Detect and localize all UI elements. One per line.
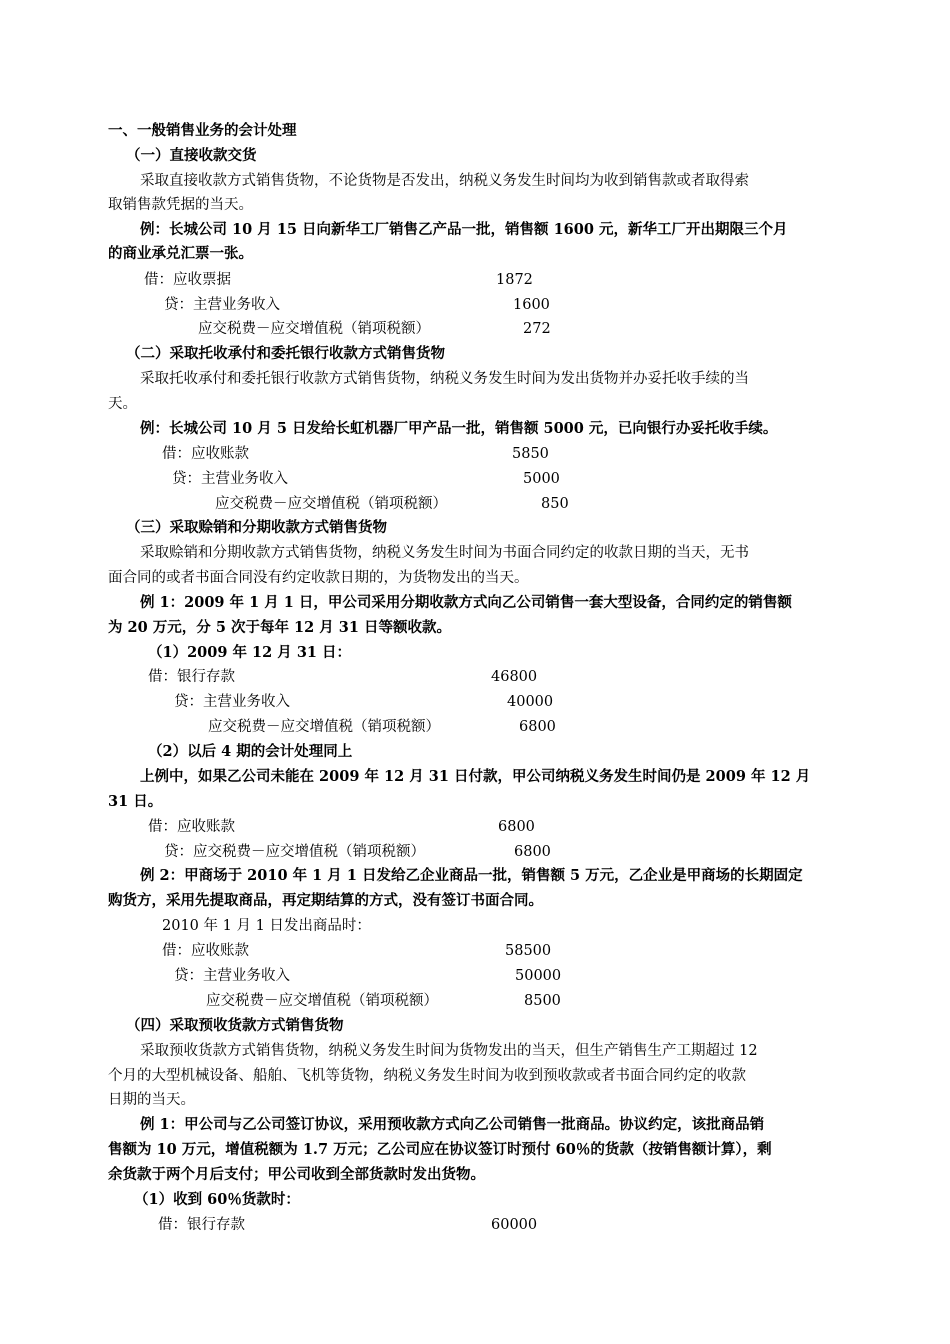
journal-credit: 贷：主营业务收入	[164, 297, 280, 313]
note-line: 上例中，如果乙公司未能在 2009 年 12 月 31 日付款，甲公司纳税义务发生时间仍是 2009 年 12 月	[140, 768, 811, 785]
example-line: 例：长城公司 10 月 15 日向新华工厂销售乙产品一批，销售额 1600 元，新华工厂开出期限三个月	[140, 221, 788, 238]
journal-credit: 贷：主营业务收入	[172, 471, 288, 487]
journal-amount: 6800	[519, 719, 556, 735]
journal-amount: 60000	[491, 1217, 538, 1233]
journal-amount: 50000	[515, 968, 562, 984]
journal-amount: 5850	[512, 446, 549, 462]
paragraph-line: 采取托收承付和委托银行收款方式销售货物，纳税义务发生时间为发出货物并办妥托收手续的当	[140, 371, 749, 387]
journal-debit: 借：应收账款	[162, 943, 249, 959]
step-label: （1）2009 年 12 月 31 日：	[148, 644, 352, 661]
step-label: 2010 年 1 月 1 日发出商品时：	[162, 918, 371, 934]
journal-amount: 1600	[513, 297, 550, 313]
journal-amount: 8500	[524, 993, 561, 1009]
journal-credit: 贷：主营业务收入	[174, 694, 290, 710]
journal-credit: 应交税费－应交增值税（销项税额）	[206, 993, 438, 1009]
section-title: 一、一般销售业务的会计处理	[108, 122, 297, 139]
paragraph-line: 日期的当天。	[108, 1092, 195, 1108]
journal-debit: 借：应收账款	[162, 446, 249, 462]
example-line: 的商业承兑汇票一张。	[108, 245, 253, 262]
paragraph-line: 面合同的或者书面合同没有约定收款日期的，为货物发出的当天。	[108, 570, 529, 586]
journal-amount: 46800	[491, 669, 538, 685]
journal-amount: 1872	[496, 272, 533, 288]
journal-debit: 借：应收票据	[144, 272, 231, 288]
step-label: （1）收到 60％货款时：	[134, 1191, 300, 1208]
paragraph-line: 采取直接收款方式销售货物，不论货物是否发出，纳税义务发生时间均为收到销售款或者取得索	[140, 173, 749, 189]
subsection-title-3: （三）采取赊销和分期收款方式销售货物	[126, 519, 387, 536]
example-line: 售额为 10 万元，增值税额为 1.7 万元；乙公司应在协议签订时预付 60％的货款（按销售额计算），剩	[108, 1141, 772, 1158]
note-line: 31 日。	[108, 793, 163, 810]
example-line: 为 20 万元，分 5 次于每年 12 月 31 日等额收款。	[108, 619, 452, 636]
paragraph-line: 个月的大型机械设备、船舶、飞机等货物，纳税义务发生时间为收到预收款或者书面合同约定的收款	[108, 1068, 746, 1084]
paragraph-line: 天。	[108, 396, 137, 412]
journal-amount: 40000	[507, 694, 554, 710]
journal-amount: 58500	[505, 943, 552, 959]
paragraph-line: 采取赊销和分期收款方式销售货物，纳税义务发生时间为书面合同约定的收款日期的当天，无书	[140, 545, 749, 561]
paragraph-line: 采取预收货款方式销售货物，纳税义务发生时间为货物发出的当天，但生产销售生产工期超过 12	[140, 1043, 758, 1059]
journal-amount: 272	[523, 321, 551, 337]
journal-debit: 借：银行存款	[158, 1217, 245, 1233]
journal-credit: 贷：应交税费－应交增值税（销项税额）	[164, 844, 425, 860]
example-line: 余货款于两个月后支付；甲公司收到全部货款时发出货物。	[108, 1166, 485, 1183]
journal-debit: 借：银行存款	[148, 669, 235, 685]
example-line: 例 2：甲商场于 2010 年 1 月 1 日发给乙企业商品一批，销售额 5 万元，乙企业是甲商场的长期固定	[140, 867, 803, 884]
journal-amount: 6800	[498, 819, 535, 835]
step-label: （2）以后 4 期的会计处理同上	[148, 743, 353, 760]
example-line: 例：长城公司 10 月 5 日发给长虹机器厂甲产品一批，销售额 5000 元，已向银行办妥托收手续。	[140, 420, 778, 437]
journal-credit: 贷：主营业务收入	[174, 968, 290, 984]
example-line: 例 1：2009 年 1 月 1 日，甲公司采用分期收款方式向乙公司销售一套大型设备，合同约定的销售额	[140, 594, 792, 611]
journal-amount: 5000	[523, 471, 560, 487]
journal-debit: 借：应收账款	[148, 819, 235, 835]
journal-credit: 应交税费－应交增值税（销项税额）	[215, 496, 447, 512]
example-line: 例 1：甲公司与乙公司签订协议，采用预收款方式向乙公司销售一批商品。协议约定，该批商品销	[140, 1116, 765, 1133]
paragraph-line: 取销售款凭据的当天。	[108, 197, 253, 213]
example-line: 购货方，采用先提取商品，再定期结算的方式，没有签订书面合同。	[108, 892, 543, 909]
subsection-title-2: （二）采取托收承付和委托银行收款方式销售货物	[126, 345, 445, 362]
subsection-title-1: （一）直接收款交货	[126, 147, 257, 164]
journal-credit: 应交税费－应交增值税（销项税额）	[198, 321, 430, 337]
subsection-title-4: （四）采取预收货款方式销售货物	[126, 1017, 344, 1034]
journal-credit: 应交税费－应交增值税（销项税额）	[208, 719, 440, 735]
journal-amount: 850	[541, 496, 569, 512]
journal-amount: 6800	[514, 844, 551, 860]
